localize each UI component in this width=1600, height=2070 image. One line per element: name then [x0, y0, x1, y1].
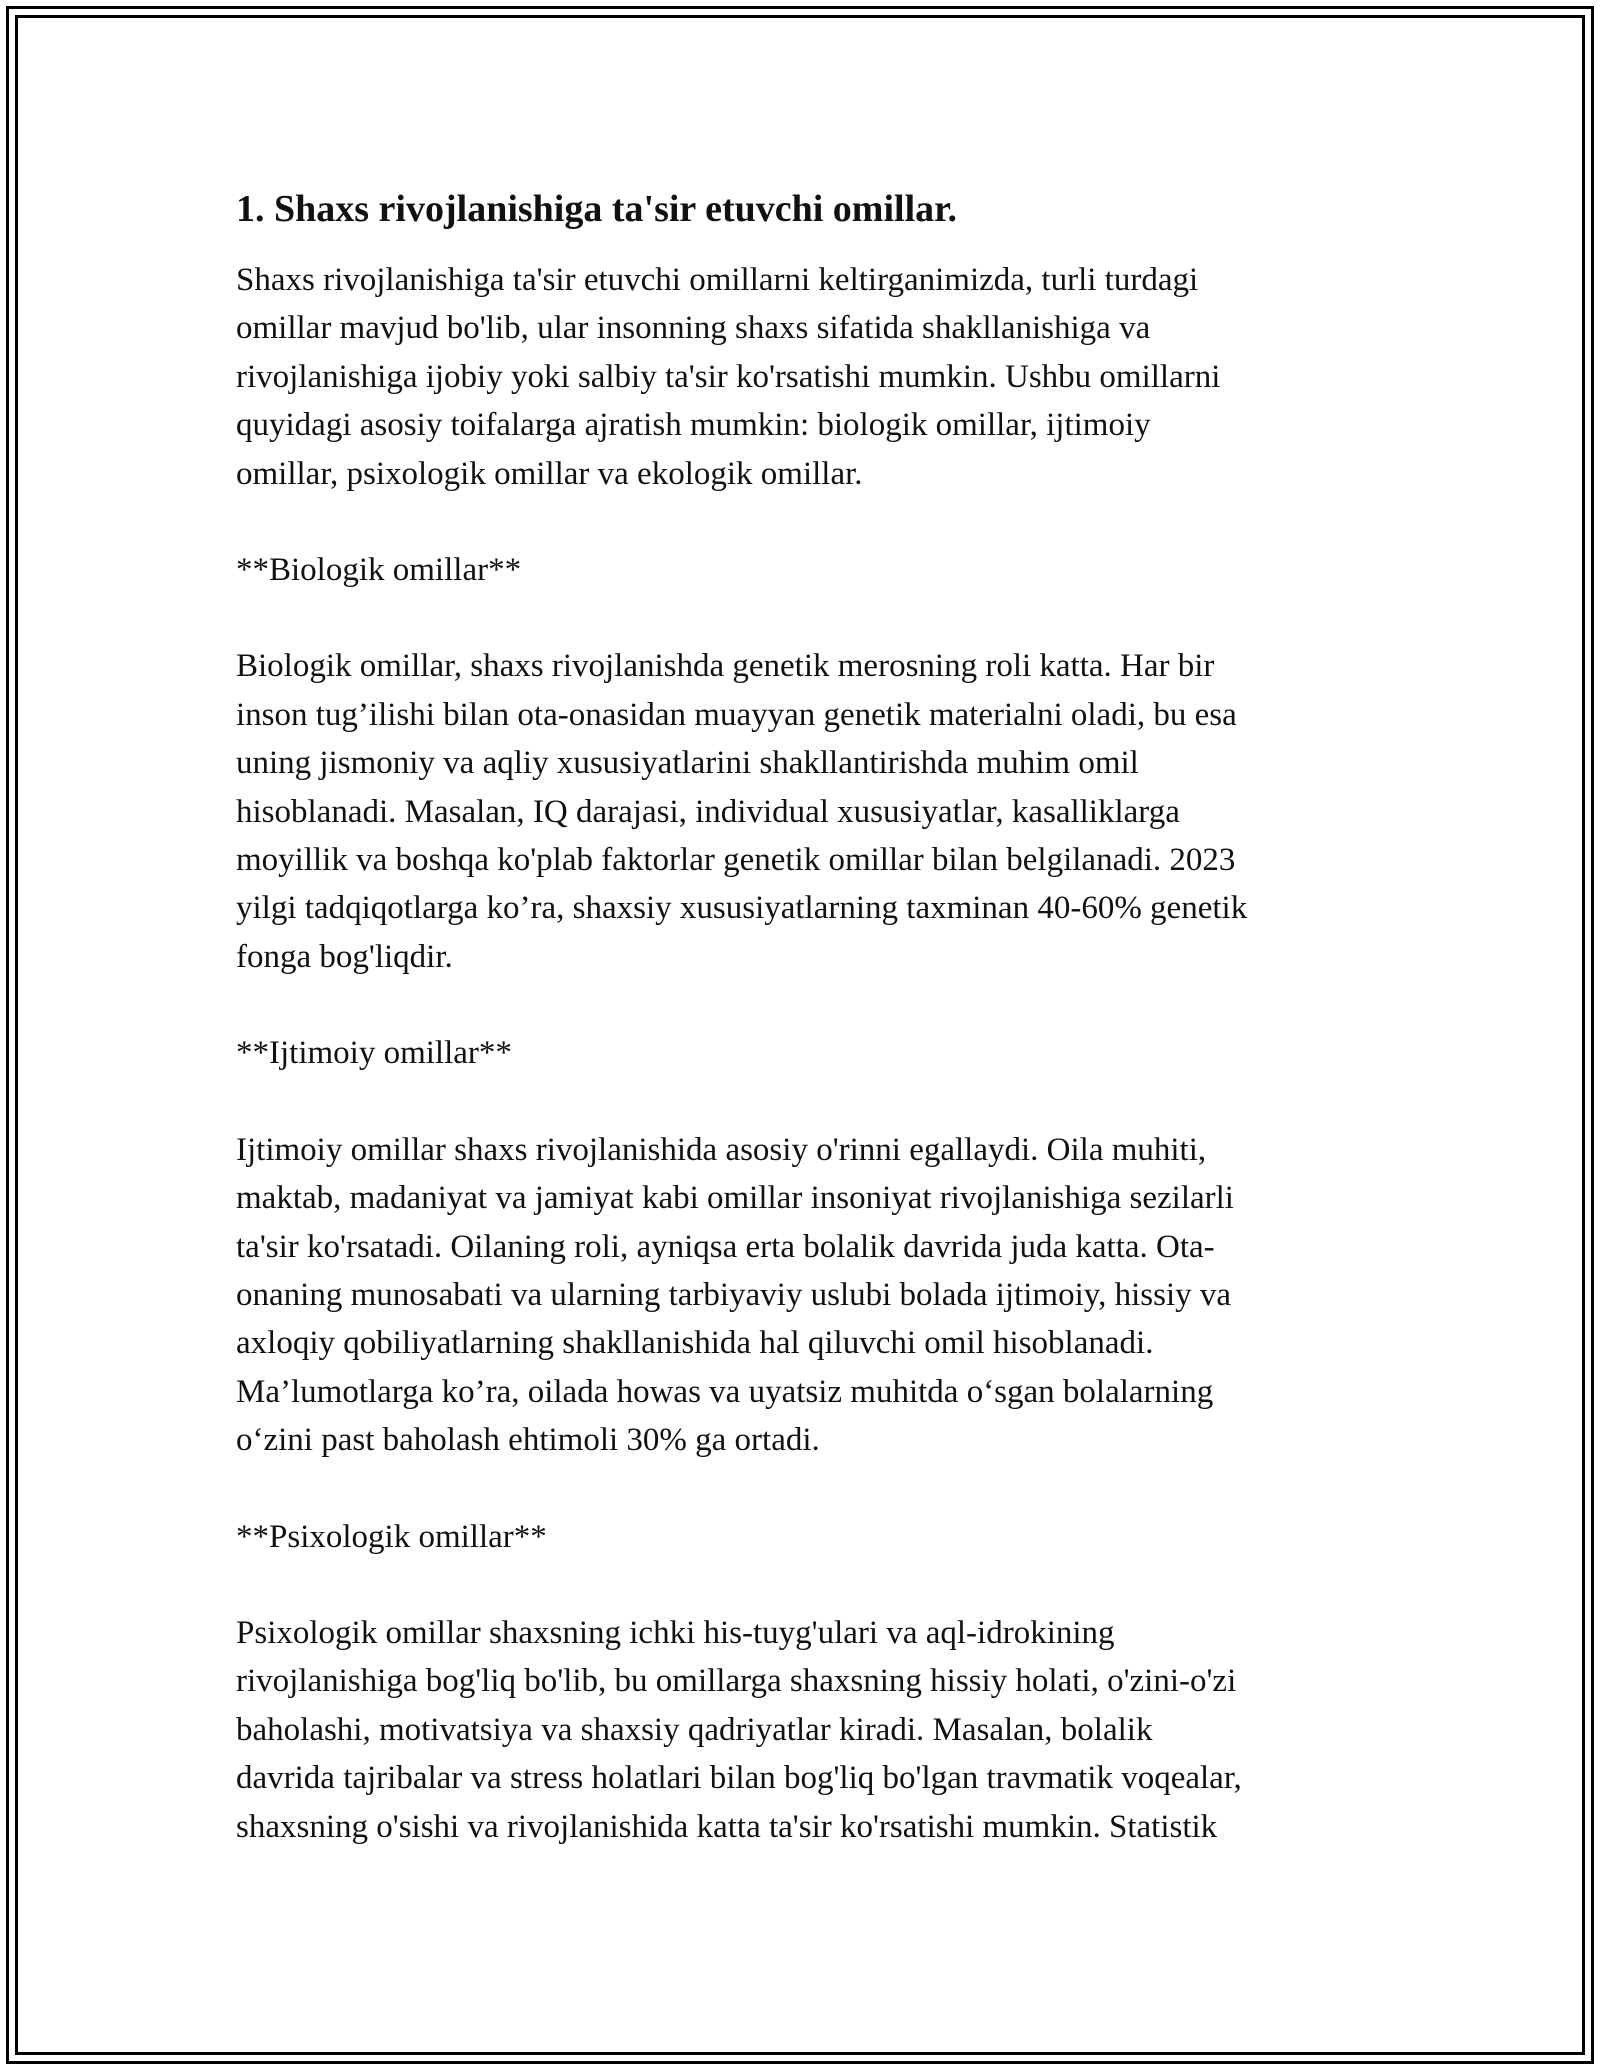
intro-paragraph — [236, 256, 1366, 498]
paragraph-line: uning jismoniy va aqliy xususiyatlarini shakllantirishda muhim omil — [236, 745, 1139, 782]
paragraph-line: Shaxs rivojlanishiga ta'sir etuvchi omillarni keltirganimizda, turli turdagi — [236, 262, 1199, 298]
paragraph-line: quyidagi asosiy toifalarga ajratish mumkin: biologik omillar, ijtimoiy — [236, 407, 1151, 444]
section-title: **Ijtimoiy omillar** — [236, 1035, 512, 1072]
paragraph-line: shaxsning o'sishi va rivojlanishida katta ta'sir ko'rsatishi mumkin. Statistik — [236, 1808, 1218, 1845]
section-title-psixologik — [236, 1513, 1366, 1561]
paragraph-line: o‘zini past baholash ehtimoli 30% ga ortadi. — [236, 1422, 820, 1459]
paragraph-line: fonga bog'liqdir. — [236, 938, 453, 975]
section-title-biologik — [236, 546, 1366, 594]
paragraph-line: Ma’lumotlarga ko’ra, oilada howas va uyatsiz muhitda o‘sgan bolalarning — [236, 1373, 1214, 1410]
paragraph-line: onaning munosabati va ularning tarbiyaviy uslubi bolada ijtimoiy, hissiy va — [236, 1276, 1232, 1313]
paragraph-line: hisoblanadi. Masalan, IQ darajasi, individual xususiyatlar, kasalliklarga — [236, 793, 1180, 830]
document-body — [236, 186, 1366, 1899]
section-title: **Biologik omillar** — [236, 552, 522, 589]
paragraph-line: Psixologik omillar shaxsning ichki his-tuyg'ulari va aql-idrokining — [236, 1614, 1115, 1651]
section-title-ijtimoiy — [236, 1029, 1366, 1077]
paragraph-line: axloqiy qobiliyatlarning shakllanishida hal qiluvchi omil hisoblanadi. — [236, 1325, 1154, 1362]
paragraph-line: davrida tajribalar va stress holatlari bilan bog'liq bo'lgan travmatik voqealar, — [236, 1760, 1242, 1797]
paragraph-line: rivojlanishiga ijobiy yoki salbiy ta'sir ko'rsatishi mumkin. Ushbu omillarni — [236, 358, 1221, 395]
paragraph-line: inson tug’ilishi bilan ota-onasidan muayyan genetik materialni oladi, bu esa — [236, 696, 1237, 733]
section-paragraph-biologik — [236, 642, 1366, 981]
section-paragraph-psixologik — [236, 1609, 1366, 1851]
paragraph-line: rivojlanishiga bog'liq bo'lib, bu omillarga shaxsning hissiy holati, o'zini-o'zi — [236, 1663, 1237, 1700]
paragraph-line: yilgi tadqiqotlarga ko’ra, shaxsiy xususiyatlarning taxminan 40-60% genetik — [236, 890, 1248, 927]
section-title: **Psixologik omillar** — [236, 1518, 547, 1555]
paragraph-line: omillar mavjud bo'lib, ular insonning shaxs sifatida shakllanishiga va — [236, 310, 1151, 347]
paragraph-line: maktab, madaniyat va jamiyat kabi omillar insoniyat rivojlanishiga sezilarli — [236, 1180, 1234, 1217]
paragraph-line: baholashi, motivatsiya va shaxsiy qadriyatlar kiradi. Masalan, bolalik — [236, 1711, 1153, 1748]
paragraph-line: omillar, psixologik omillar va ekologik omillar. — [236, 455, 863, 492]
paragraph-line: moyillik va boshqa ko'plab faktorlar genetik omillar bilan belgilanadi. 2023 — [236, 842, 1236, 879]
section-paragraph-ijtimoiy — [236, 1126, 1366, 1465]
paragraph-line: Biologik omillar, shaxs rivojlanishda genetik merosning roli katta. Har bir — [236, 648, 1215, 685]
paragraph-line: ta'sir ko'rsatadi. Oilaning roli, ayniqsa erta bolalik davrida juda katta. Ota- — [236, 1228, 1215, 1265]
paragraph-line: Ijtimoiy omillar shaxs rivojlanishida asosiy o'rinni egallaydi. Oila muhiti, — [236, 1131, 1207, 1168]
page-title: 1. Shaxs rivojlanishiga ta'sir etuvchi omillar. — [236, 188, 958, 230]
